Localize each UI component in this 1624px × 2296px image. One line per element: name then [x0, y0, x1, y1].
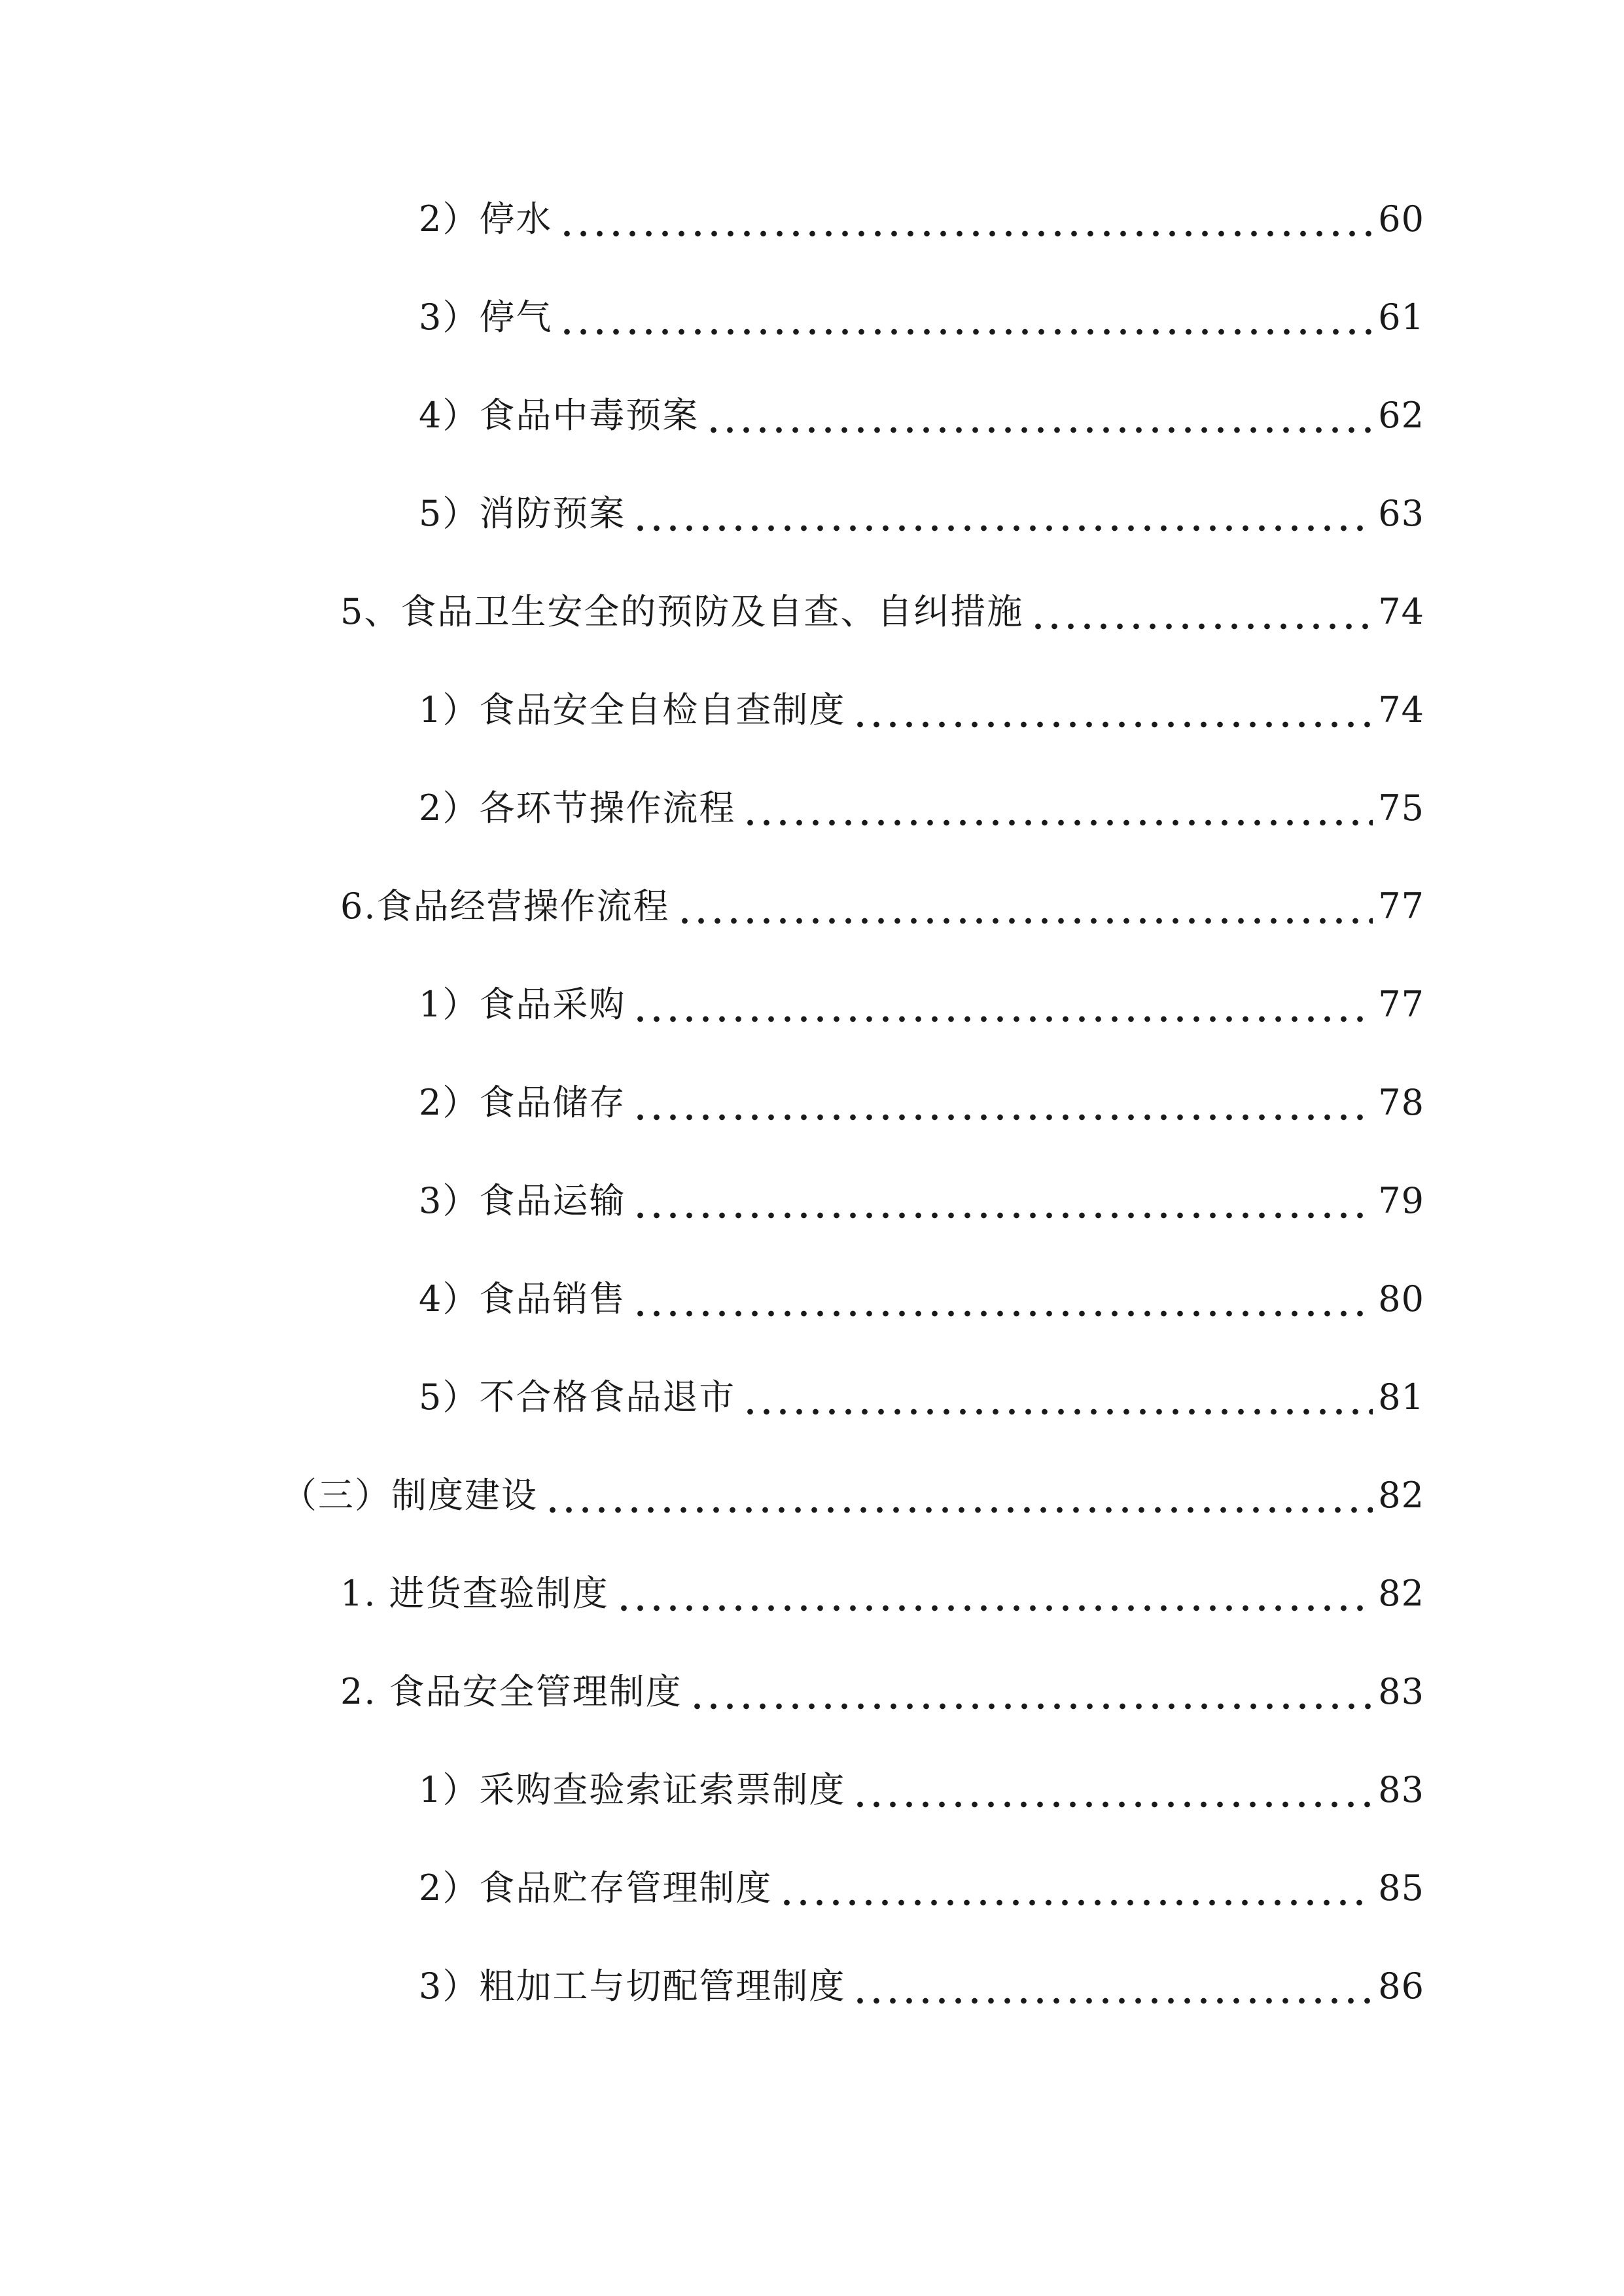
toc-entry-title: 3）食品运输 [419, 1180, 626, 1221]
toc-page-number: 81 [1378, 1376, 1424, 1418]
toc-entry-title: （三）制度建设 [281, 1475, 538, 1516]
toc-page-number: 74 [1378, 591, 1424, 632]
toc-dot-leader [632, 1077, 1373, 1129]
toc-entry-title: 5）消防预案 [419, 493, 626, 534]
toc-page-number: 83 [1378, 1671, 1424, 1712]
toc-dot-leader [559, 291, 1373, 344]
toc-dot-leader [779, 1862, 1373, 1914]
toc-dot-leader [632, 1175, 1373, 1227]
toc-entry-title: 5）不合格食品退市 [419, 1376, 736, 1418]
toc-dot-leader [852, 684, 1373, 736]
toc-dot-leader [544, 1469, 1373, 1522]
toc-dot-leader [632, 978, 1373, 1031]
toc-entry-title: 6.食品经营操作流程 [340, 886, 670, 927]
toc-entry[interactable] [419, 1077, 1424, 1129]
toc-entry-title: 4）食品中毒预案 [419, 395, 699, 436]
toc-dot-leader [616, 1568, 1373, 1620]
toc-entry[interactable] [419, 291, 1424, 344]
toc-dot-leader [689, 1666, 1373, 1718]
toc-page-number: 82 [1378, 1475, 1424, 1516]
toc-entry-title: 2. 食品安全管理制度 [340, 1671, 682, 1712]
toc-dot-leader [742, 782, 1373, 834]
toc-dot-leader [852, 1960, 1373, 2013]
toc-page-number: 74 [1378, 689, 1424, 730]
toc-page-number: 62 [1378, 395, 1424, 436]
toc-entry-title: 3）粗加工与切配管理制度 [419, 1965, 846, 2007]
toc-entry[interactable] [419, 1273, 1424, 1325]
toc-entry-title: 1）食品安全自检自查制度 [419, 689, 846, 730]
toc-entry-title: 3）停气 [419, 296, 553, 338]
toc-dot-leader [852, 1764, 1373, 1816]
toc-entry[interactable] [419, 1371, 1424, 1424]
toc-page-number: 85 [1378, 1867, 1424, 1909]
toc-entry[interactable] [419, 1862, 1424, 1914]
toc-entry[interactable] [340, 1666, 1424, 1718]
toc-entry[interactable] [419, 684, 1424, 736]
toc-entry-title: 4）食品销售 [419, 1278, 626, 1319]
toc-page-number: 82 [1378, 1573, 1424, 1614]
toc-entry-title: 2）食品储存 [419, 1082, 626, 1123]
toc-dot-leader [1030, 586, 1373, 638]
toc-page-number: 86 [1378, 1965, 1424, 2007]
toc-entry[interactable] [419, 1764, 1424, 1816]
toc-entry[interactable] [419, 782, 1424, 834]
toc-entry[interactable] [340, 1568, 1424, 1620]
toc-entry[interactable] [419, 193, 1424, 245]
toc-entry-title: 1）采购查验索证索票制度 [419, 1769, 846, 1810]
toc-page-number: 78 [1378, 1082, 1424, 1123]
toc-page-number: 75 [1378, 787, 1424, 829]
toc-dot-leader [632, 488, 1373, 540]
toc-dot-leader [632, 1273, 1373, 1325]
toc-page-number: 80 [1378, 1278, 1424, 1319]
toc-entry[interactable] [419, 1960, 1424, 2013]
toc-page-number: 79 [1378, 1180, 1424, 1221]
toc-page-number: 63 [1378, 493, 1424, 534]
toc-page-number: 77 [1378, 886, 1424, 927]
toc-page-number: 61 [1378, 296, 1424, 338]
toc-entry[interactable] [419, 389, 1424, 442]
toc-entry-title: 2）各环节操作流程 [419, 787, 736, 829]
toc-entry[interactable] [419, 488, 1424, 540]
toc-entry[interactable] [340, 586, 1424, 638]
toc-dot-leader [559, 193, 1373, 245]
toc-entry[interactable] [340, 880, 1424, 933]
toc-entry[interactable] [419, 1175, 1424, 1227]
toc-page-number: 77 [1378, 984, 1424, 1025]
toc-entry-title: 5、食品卫生安全的预防及自查、自纠措施 [340, 591, 1024, 632]
toc-entry-title: 1. 进货查验制度 [340, 1573, 609, 1614]
toc-entry-title: 2）停水 [419, 198, 553, 240]
toc-dot-leader [742, 1371, 1373, 1424]
toc-entry[interactable] [419, 978, 1424, 1031]
toc-entry[interactable] [281, 1469, 1424, 1522]
toc-entry-title: 2）食品贮存管理制度 [419, 1867, 773, 1909]
toc-dot-leader [705, 389, 1373, 442]
toc-entry-title: 1）食品采购 [419, 984, 626, 1025]
toc-page-number: 60 [1378, 198, 1424, 240]
toc-page-number: 83 [1378, 1769, 1424, 1810]
toc-dot-leader [677, 880, 1373, 933]
